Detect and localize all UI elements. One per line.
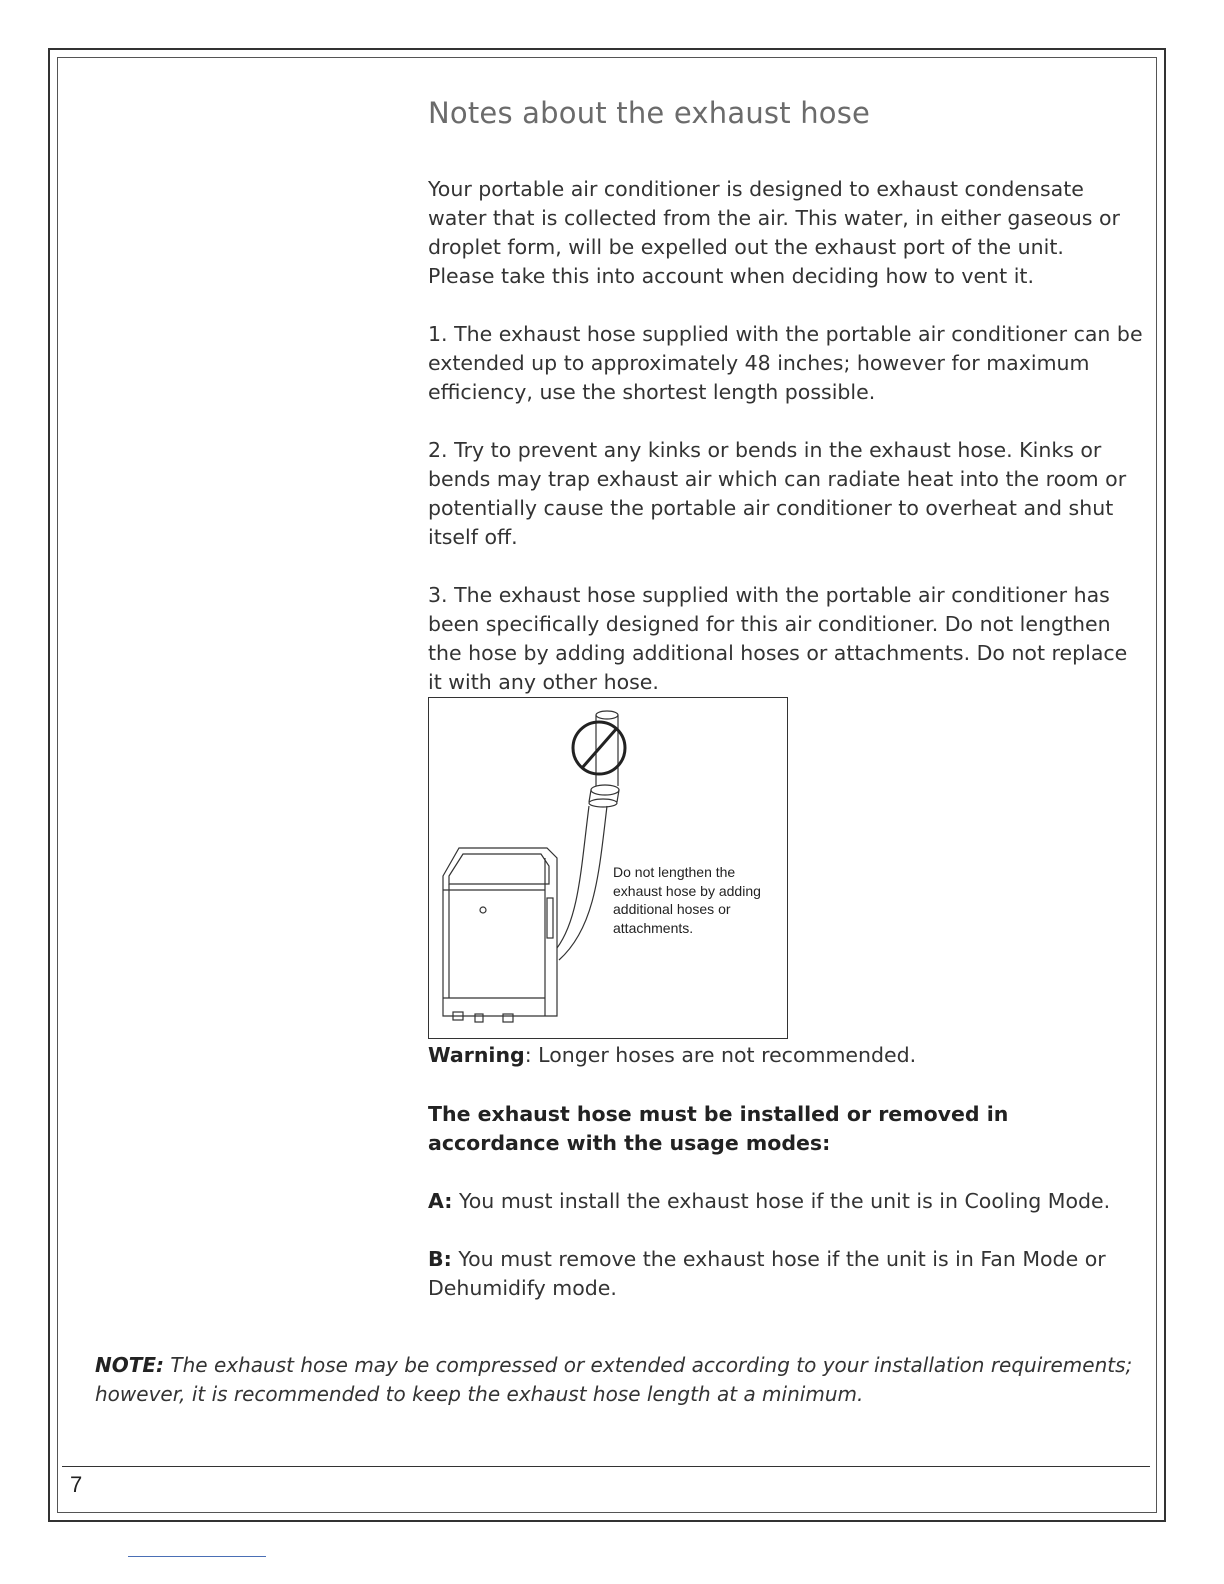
exhaust-hose-drawing <box>557 806 607 960</box>
mode-b-label: B: <box>428 1247 452 1271</box>
page-number: 7 <box>70 1472 83 1497</box>
mode-b-text: You must remove the exhaust hose if the unit is in Fan Mode or Dehumidify mode. <box>428 1247 1106 1300</box>
figure-caption: Do not lengthen the exhaust hose by adding additional hoses or attachments. <box>613 864 761 936</box>
main-content <box>428 96 1143 1303</box>
warning-text: : Longer hoses are not recommended. <box>524 1043 917 1067</box>
intro-paragraph-2: Please take this into account when deciding how to vent it. <box>428 264 1034 288</box>
warning-line <box>428 1041 1143 1070</box>
note-item-3: 3. The exhaust hose supplied with the portable air conditioner has been specifically designed for this air conditioner. Do not lengthen the hose by adding additional hoses or attachments. Do not replace it with any other hose. <box>428 583 1128 694</box>
warning-label: Warning <box>428 1043 525 1067</box>
mode-a-text: You must install the exhaust hose if the unit is in Cooling Mode. <box>452 1189 1111 1213</box>
note-paragraph <box>95 1351 1155 1409</box>
prohibited-icon <box>573 722 625 774</box>
usage-mode-statement: The exhaust hose must be installed or removed in accordance with the usage modes: <box>428 1102 1009 1155</box>
mode-item-a <box>428 1187 1143 1216</box>
page-title: Notes about the exhaust hose <box>428 96 871 130</box>
intro-paragraph: Your portable air conditioner is designed to exhaust condensate water that is collected from the air. This water, in either gaseous or droplet form, will be expelled out the exhaust port of the unit. <box>428 177 1120 259</box>
note-item-1: 1. The exhaust hose supplied with the portable air conditioner can be extended up to approximately 48 inches; however for maximum efficiency, use the shortest length possible. <box>428 322 1143 404</box>
note-text: The exhaust hose may be compressed or extended according to your installation requirements; however, it is recommended to keep the exhaust hose length at a minimum. <box>95 1353 1133 1406</box>
footer-divider <box>62 1466 1150 1467</box>
note-item-2: 2. Try to prevent any kinks or bends in the exhaust hose. Kinks or bends may trap exhaust air which can radiate heat into the room or potentially cause the portable air conditioner to overheat and shut itself off. <box>428 438 1127 549</box>
mode-a-label: A: <box>428 1189 453 1213</box>
mode-item-b <box>428 1245 1143 1303</box>
note-label: NOTE: <box>95 1353 165 1377</box>
hose-extension-figure <box>428 697 788 1039</box>
portable-ac-unit-drawing <box>443 848 557 1022</box>
bottom-stray-line <box>128 1556 266 1557</box>
